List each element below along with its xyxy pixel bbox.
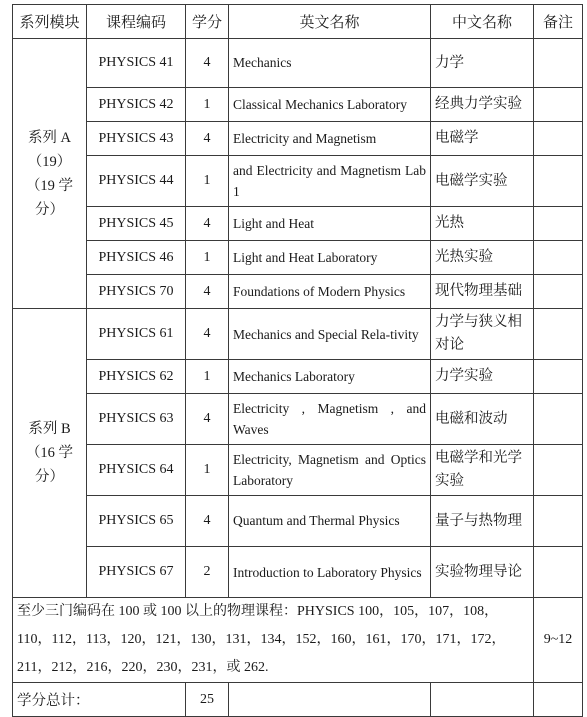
course-chinese-name: 电磁学和光学实验	[431, 445, 534, 496]
course-chinese-name: 电磁和波动	[431, 394, 534, 445]
group-a-count: （19）	[27, 153, 72, 170]
course-english-name: Electricity and Magnetism	[229, 122, 431, 156]
course-english-name: Introduction to Laboratory Physics	[229, 547, 431, 598]
course-note	[534, 39, 583, 88]
header-credit: 学分	[186, 5, 229, 39]
extra-requirement-note: 9~12	[534, 598, 583, 683]
course-english-name: Electricity, Magnetism and Optics Laboratory	[229, 445, 431, 496]
course-note	[534, 547, 583, 598]
course-note	[534, 122, 583, 156]
course-credit: 1	[186, 241, 229, 275]
group-b-cell	[13, 309, 87, 598]
course-credit: 4	[186, 309, 229, 360]
total-label: 学分总计：	[13, 683, 186, 717]
course-chinese-name: 现代物理基础	[431, 275, 534, 309]
course-english-name: Classical Mechanics Laboratory	[229, 88, 431, 122]
table-row	[13, 547, 583, 598]
total-credits: 25	[186, 683, 229, 717]
course-credit: 2	[186, 547, 229, 598]
course-code: PHYSICS 44	[87, 156, 186, 207]
course-credit: 4	[186, 39, 229, 88]
course-note	[534, 360, 583, 394]
course-note	[534, 496, 583, 547]
course-chinese-name: 力学	[431, 39, 534, 88]
course-code: PHYSICS 63	[87, 394, 186, 445]
table-row	[13, 360, 583, 394]
total-empty-note	[534, 683, 583, 717]
course-note	[534, 88, 583, 122]
course-english-name: Quantum and Thermal Physics	[229, 496, 431, 547]
header-chinese-name: 中文名称	[431, 5, 534, 39]
course-code: PHYSICS 61	[87, 309, 186, 360]
course-credit: 1	[186, 156, 229, 207]
course-note	[534, 394, 583, 445]
course-chinese-name: 力学实验	[431, 360, 534, 394]
course-credit: 4	[186, 394, 229, 445]
course-chinese-name: 光热	[431, 207, 534, 241]
extra-requirement-row	[13, 598, 583, 683]
course-chinese-name: 光热实验	[431, 241, 534, 275]
course-english-name: and Electricity and Magnetism Lab 1	[229, 156, 431, 207]
course-credit: 4	[186, 496, 229, 547]
group-a-name: 系列 A	[27, 129, 72, 146]
course-code: PHYSICS 43	[87, 122, 186, 156]
header-code: 课程编码	[87, 5, 186, 39]
course-code: PHYSICS 41	[87, 39, 186, 88]
physics-course-table	[12, 4, 583, 717]
header-row	[13, 5, 583, 39]
group-a-credits: （19 学分）	[25, 177, 74, 218]
course-note	[534, 445, 583, 496]
course-credit: 4	[186, 122, 229, 156]
course-english-name: Mechanics and Special Rela-tivity	[229, 309, 431, 360]
total-empty-chinese	[431, 683, 534, 717]
course-english-name: Mechanics Laboratory	[229, 360, 431, 394]
table-row	[13, 122, 583, 156]
group-a-cell	[13, 39, 87, 309]
course-code: PHYSICS 65	[87, 496, 186, 547]
course-credit: 4	[186, 207, 229, 241]
course-credit: 4	[186, 275, 229, 309]
course-english-name: Mechanics	[229, 39, 431, 88]
course-note	[534, 309, 583, 360]
table-row	[13, 207, 583, 241]
course-chinese-name: 力学与狭义相对论	[431, 309, 534, 360]
table-row	[13, 156, 583, 207]
header-module: 系列模块	[13, 5, 87, 39]
course-note	[534, 241, 583, 275]
course-english-name: Electricity , Magnetism , and Waves	[229, 394, 431, 445]
table-row	[13, 39, 583, 88]
table-row	[13, 241, 583, 275]
course-credit: 1	[186, 360, 229, 394]
course-credit: 1	[186, 445, 229, 496]
course-code: PHYSICS 70	[87, 275, 186, 309]
header-note: 备注	[534, 5, 583, 39]
course-chinese-name: 电磁学	[431, 122, 534, 156]
course-note	[534, 156, 583, 207]
table-row	[13, 445, 583, 496]
extra-requirement-text: 至少三门编码在 100 或 100 以上的物理课程：PHYSICS 100，105，107，108，110，112，113，120，121，130，131，134，152，160，161，170，171，172，211，212，216，220，230，231，或 262.	[13, 598, 534, 683]
course-code: PHYSICS 64	[87, 445, 186, 496]
course-chinese-name: 经典力学实验	[431, 88, 534, 122]
course-chinese-name: 量子与热物理	[431, 496, 534, 547]
course-code: PHYSICS 46	[87, 241, 186, 275]
table-row	[13, 394, 583, 445]
table-row	[13, 88, 583, 122]
group-b-credits: （16 学分）	[25, 445, 74, 485]
course-chinese-name: 实验物理导论	[431, 547, 534, 598]
course-english-name: Light and Heat Laboratory	[229, 241, 431, 275]
course-chinese-name: 电磁学实验	[431, 156, 534, 207]
course-code: PHYSICS 42	[87, 88, 186, 122]
course-code: PHYSICS 67	[87, 547, 186, 598]
table-row	[13, 275, 583, 309]
course-english-name: Foundations of Modern Physics	[229, 275, 431, 309]
header-english-name: 英文名称	[229, 5, 431, 39]
total-row	[13, 683, 583, 717]
course-code: PHYSICS 62	[87, 360, 186, 394]
course-note	[534, 207, 583, 241]
course-code: PHYSICS 45	[87, 207, 186, 241]
group-b-name: 系列 B	[28, 421, 71, 437]
table-row	[13, 309, 583, 360]
course-credit: 1	[186, 88, 229, 122]
course-note	[534, 275, 583, 309]
total-empty-english	[229, 683, 431, 717]
course-english-name: Light and Heat	[229, 207, 431, 241]
table-row	[13, 496, 583, 547]
